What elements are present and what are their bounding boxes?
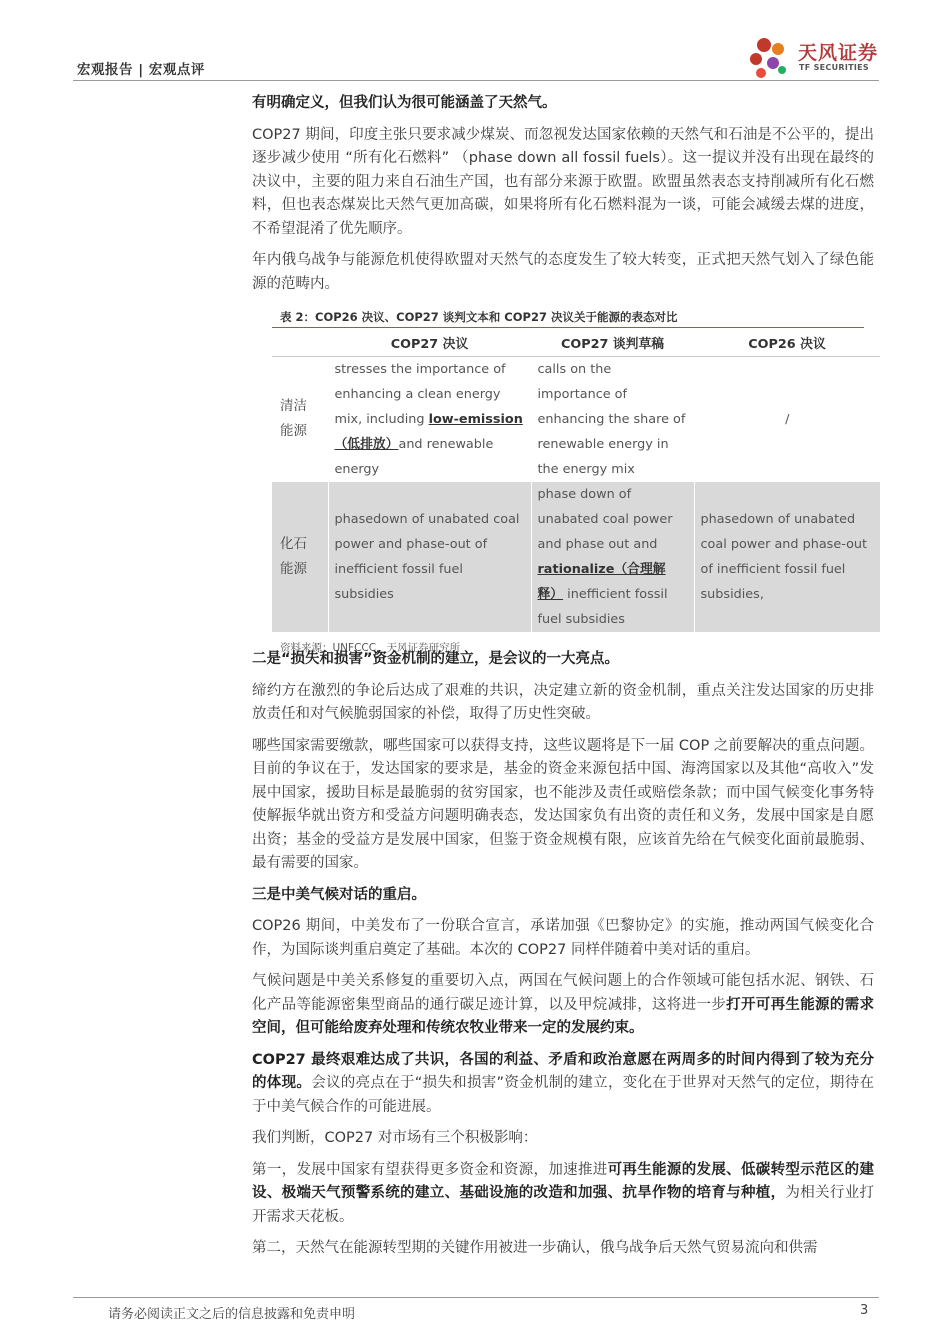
heading-us-china-dialogue: 三是中美气候对话的重启。 bbox=[252, 886, 426, 903]
table-row bbox=[272, 356, 880, 482]
logo-petal-green bbox=[778, 66, 786, 74]
cell-cop26-clean: / bbox=[694, 356, 880, 482]
table-header-cop27: COP27 决议 bbox=[328, 330, 531, 356]
heading-loss-and-damage: 二是“损失和损害”资金机制的建立，是会议的一大亮点。 bbox=[252, 651, 620, 667]
table-header-cop26: COP26 决议 bbox=[694, 330, 880, 356]
table-header-draft: COP27 谈判草稿 bbox=[531, 330, 694, 356]
table-header-row bbox=[272, 330, 880, 356]
logo-name: 天风证券 bbox=[798, 42, 879, 64]
row-label-clean-energy: 清洁 能源 bbox=[280, 398, 307, 439]
cell-cop26-fossil: phasedown of unabated coal power and phase-out of inefficient fossil fuel subsidies, bbox=[694, 482, 880, 632]
cell-draft-clean: calls on the importance of enhancing the share of renewable energy in the energy mix bbox=[531, 356, 694, 482]
paragraph-intro-bold: 有明确定义，但我们认为很可能涵盖了天然气。 bbox=[252, 95, 557, 111]
paragraph-cooperation-areas: 气候问题是中美关系修复的重要切入点，两国在气候问题上的合作领域可能包括水泥、钢铁、石化产品等能源密集型商品的通行碳足迹计算，以及甲烷减排，这将进一步打开可再生能源的需求空间，但可能给废弃处理和传统农牧业带来一定的发展约束。 bbox=[252, 973, 875, 1036]
report-category: 宏观报告 | 宏观点评 bbox=[77, 62, 205, 78]
company-logo bbox=[746, 32, 886, 82]
table-header-empty bbox=[272, 330, 328, 356]
row-label-fossil-energy: 化石 能源 bbox=[272, 482, 328, 632]
footer-divider bbox=[73, 1297, 879, 1298]
cell-cop27-clean: stresses the importance of enhancing a clean energy mix, including low-emission（低排放）and renewable energy bbox=[328, 356, 531, 482]
logo-subtitle: TF SECURITIES bbox=[799, 63, 869, 72]
paragraph-fund-dispute: 哪些国家需要缴款，哪些国家可以获得支持，这些议题将是下一届 COP 之前要解决的重点问题。目前的争议在于，发达国家的要求是，基金的资金来源包括中国、海湾国家以及其他“高收入”发展中国家，援助目标是最脆弱的贫穷国家，也不能涉及责任或赔偿条款；而中国气候变化事务特使解振华就出资方和受益方问题明确表态，发达国家负有出资的责任和义务，发展中国家是自愿出资；基金的受益方是发展中国家，但鉴于资金规模有限，应该首先给在气候变化面前最脆弱、最有需要的国家。 bbox=[252, 737, 874, 871]
paragraph-fund-consensus: 缔约方在激烈的争论后达成了艰难的共识，决定建立新的资金机制，重点关注发达国家的历史排放责任和对气候脆弱国家的补偿，取得了历史性突破。 bbox=[252, 682, 874, 722]
paragraph-second-impact: 第二，天然气在能源转型期的关键作用被进一步确认，俄乌战争后天然气贸易流向和供需 bbox=[252, 1240, 818, 1256]
table-row bbox=[272, 482, 880, 632]
logo-petal-red-2 bbox=[750, 53, 762, 65]
paragraph-india-position: COP27 期间，印度主张只要求减少煤炭、而忽视发达国家依赖的天然气和石油是不公平的，提出逐步减少使用 “所有化石燃料” （phase down all fossil fuels）。这一提议并没有出现在最终的决议中，主要的阻力来自石油生产国，也有部分来源于欧盟。欧盟虽然表态支持削减所有化石燃料，但也表态煤炭比天然气更加高碳，如果将所有化石燃料混为一谈，可能会减缓去煤的进度，不希望混淆了优先顺序。 bbox=[252, 126, 874, 237]
paragraph-judgement: 我们判断，COP27 对市场有三个积极影响： bbox=[252, 1130, 538, 1146]
energy-comparison-table-block bbox=[272, 306, 880, 655]
energy-comparison-table bbox=[272, 330, 880, 632]
paragraph-first-impact: 第一，发展中国家有望获得更多资金和资源，加速推进可再生能源的发展、低碳转型示范区的建设、极端天气预警系统的建立、基础设施的改造和加强、抗旱作物的培育与种植，为相关行业打开需求天花板。 bbox=[252, 1161, 875, 1225]
cell-cop27-fossil: phasedown of unabated coal power and phase-out of inefficient fossil fuel subsidies bbox=[328, 482, 531, 632]
logo-petal-orange bbox=[772, 43, 784, 55]
report-body-upper bbox=[252, 92, 874, 304]
table-source: 资料来源：UNFCCC，天风证券研究所 bbox=[280, 641, 461, 654]
page-header bbox=[73, 42, 879, 82]
page-number: 3 bbox=[860, 1303, 869, 1318]
cell-draft-fossil: phase down of unabated coal power and phase out and rationalize（合理解释） inefficient fossil fuel subsidies bbox=[531, 482, 694, 632]
logo-petal-purple bbox=[767, 57, 779, 69]
flower-logo-icon bbox=[746, 32, 796, 82]
paragraph-eu-gas-shift: 年内俄乌战争与能源危机使得欧盟对天然气的态度发生了较大转变，正式把天然气划入了绿色能源的范畴内。 bbox=[252, 252, 874, 292]
logo-petal-red-3 bbox=[756, 68, 766, 78]
paragraph-joint-declaration: COP26 期间，中美发布了一份联合宣言，承诺加强《巴黎协定》的实施，推动两国气候变化合作，为国际谈判重启奠定了基础。本次的 COP27 同样伴随着中美对话的重启。 bbox=[252, 918, 874, 958]
paragraph-consensus-summary: COP27 最终艰难达成了共识，各国的利益、矛盾和政治意愿在两周多的时间内得到了较为充分的体现。会议的亮点在于“损失和损害”资金机制的建立，变化在于世界对天然气的定位，期待在于中美气候合作的可能进展。 bbox=[252, 1051, 874, 1115]
table-caption: 表 2：COP26 决议、COP27 谈判文本和 COP27 决议关于能源的表态对比 bbox=[272, 306, 864, 328]
footer-disclaimer: 请务必阅读正文之后的信息披露和免责申明 bbox=[108, 1307, 356, 1322]
report-body-lower bbox=[252, 648, 874, 1269]
logo-petal-red bbox=[757, 38, 771, 52]
